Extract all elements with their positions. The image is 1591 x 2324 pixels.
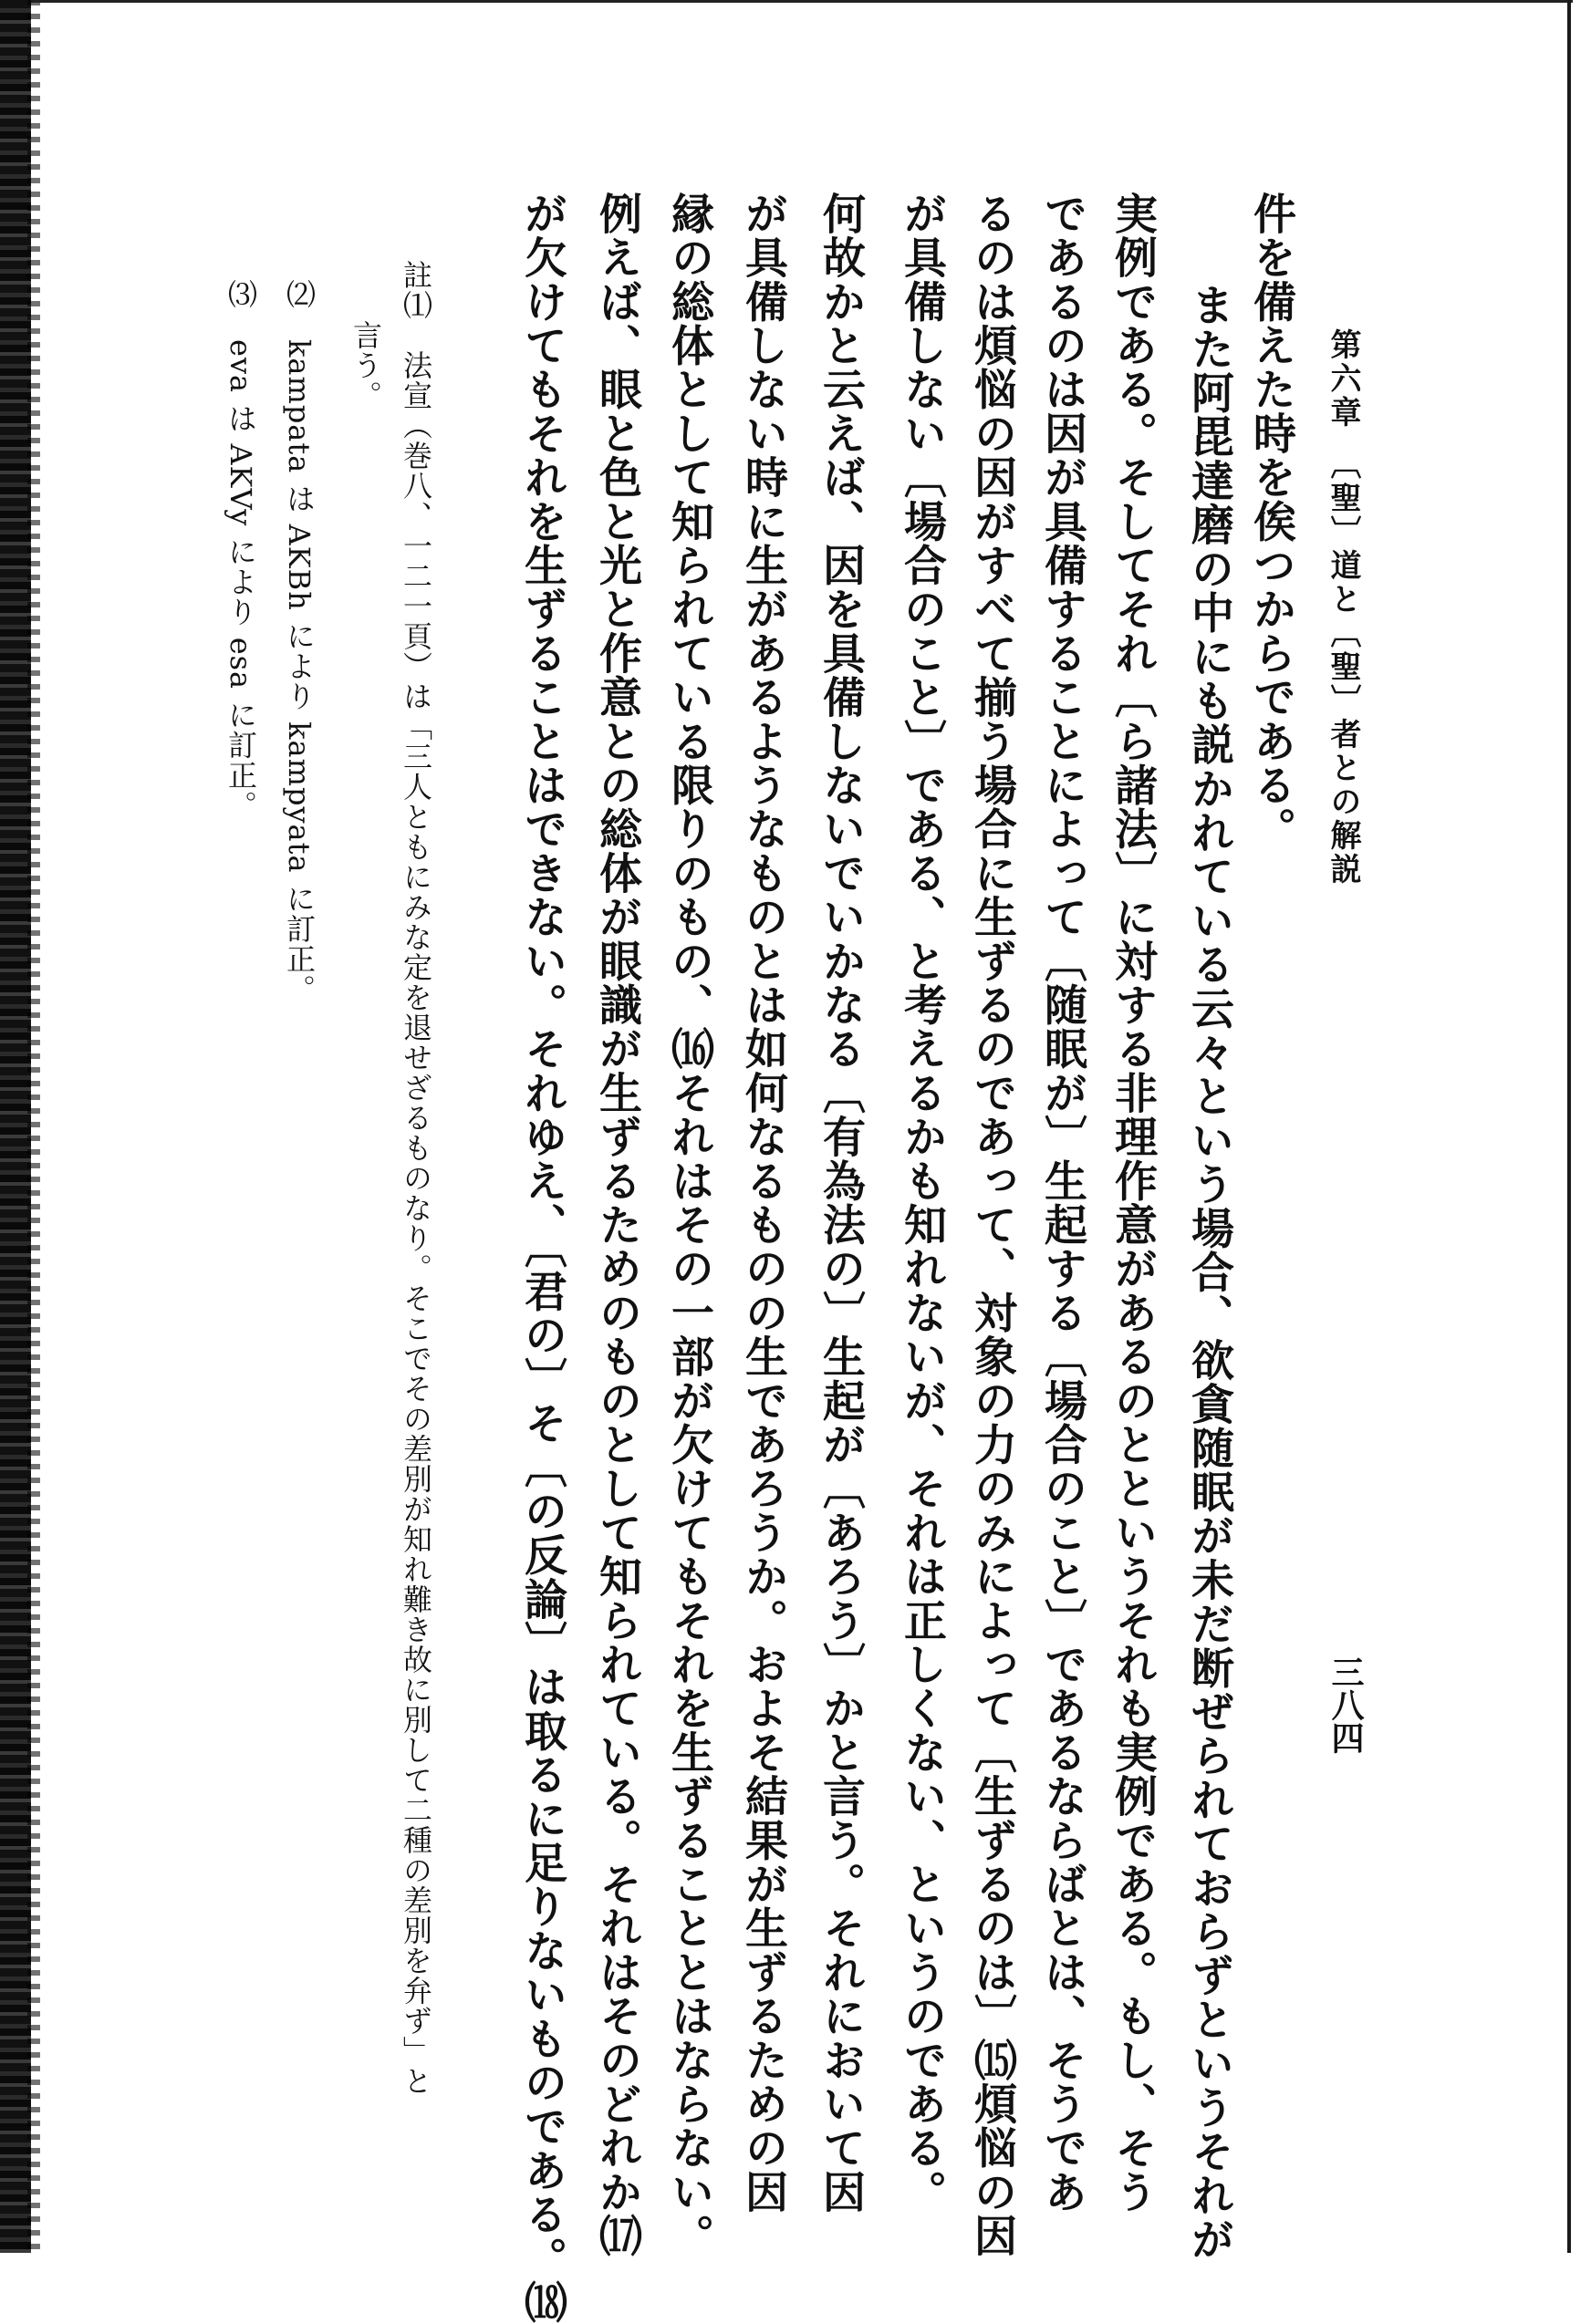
body-line-10: 例えば、眼と色と光と作意との総体が眼識が生ずるためのものとして知られている。それはそのどれか⒄	[592, 192, 642, 2258]
note-2: ⑵ kampata は AKBh により kampyata に訂正。	[282, 279, 317, 1004]
note-3: ⑶ eva は AKVy により esa に訂正。	[224, 279, 258, 821]
note-1-continued: 言う。	[348, 260, 383, 410]
page-right-border	[1567, 0, 1571, 2253]
body-line-8: が具備しない時に生があるようなものとは如何なるものの生であろうか。およそ結果が生ずるための因	[738, 192, 788, 2215]
body-line-11: が欠けてもそれを生ずることはできない。それゆえ、〔君の〕そ〔の反論〕は取るに足りないものである。⒅	[517, 192, 567, 2324]
running-header: 第六章 〔聖〕道と〔聖〕者との解説	[1325, 328, 1361, 887]
page-top-border	[31, 0, 1573, 3]
body-line-4: であるのは因が具備することによって〔随眠が〕生起する〔場合のこと〕であるならばとは、そうであ	[1037, 192, 1087, 2215]
note-1: 註⑴ 法宣（巻八、一二一頁）は「三人ともにみな定を退せざるものなり。そこでその差別が知れ難き故に別して二種の差別を弁ず」と	[399, 260, 433, 2096]
body-line-7: 何故かと云えば、因を具備しないでいかなる〔有為法の〕生起が〔あろう〕かと言う。それにおいて因	[816, 192, 866, 2215]
body-line-1: 件を備えた時を俟つからである。	[1246, 192, 1296, 851]
body-line-2: また阿毘達磨の中にも説かれている云々という場合、欲貪随眠が未だ断ぜられておらずというそれが	[1184, 239, 1234, 2262]
body-line-9: 縁の総体として知られている限りのもの、⒃それはその一部が欠けてもそれを生ずることとはならない。	[664, 192, 714, 2258]
page-number: 三八四	[1326, 1655, 1365, 1754]
scan-binding-edge	[0, 0, 31, 2253]
body-line-6: が具備しない〔場合のこと〕である、と考えるかも知れないが、それは正しくない、というのである。	[897, 192, 947, 2215]
body-line-3: 実例である。そしてそれ〔ら諸法〕に対する非理作意があるのとというそれも実例である。もし、そう	[1107, 192, 1158, 2215]
body-line-5: るのは煩悩の因がすべて揃う場合に生ずるのであって、対象の力のみによって〔生ずるのは〕⒂煩悩の因	[967, 192, 1017, 2258]
